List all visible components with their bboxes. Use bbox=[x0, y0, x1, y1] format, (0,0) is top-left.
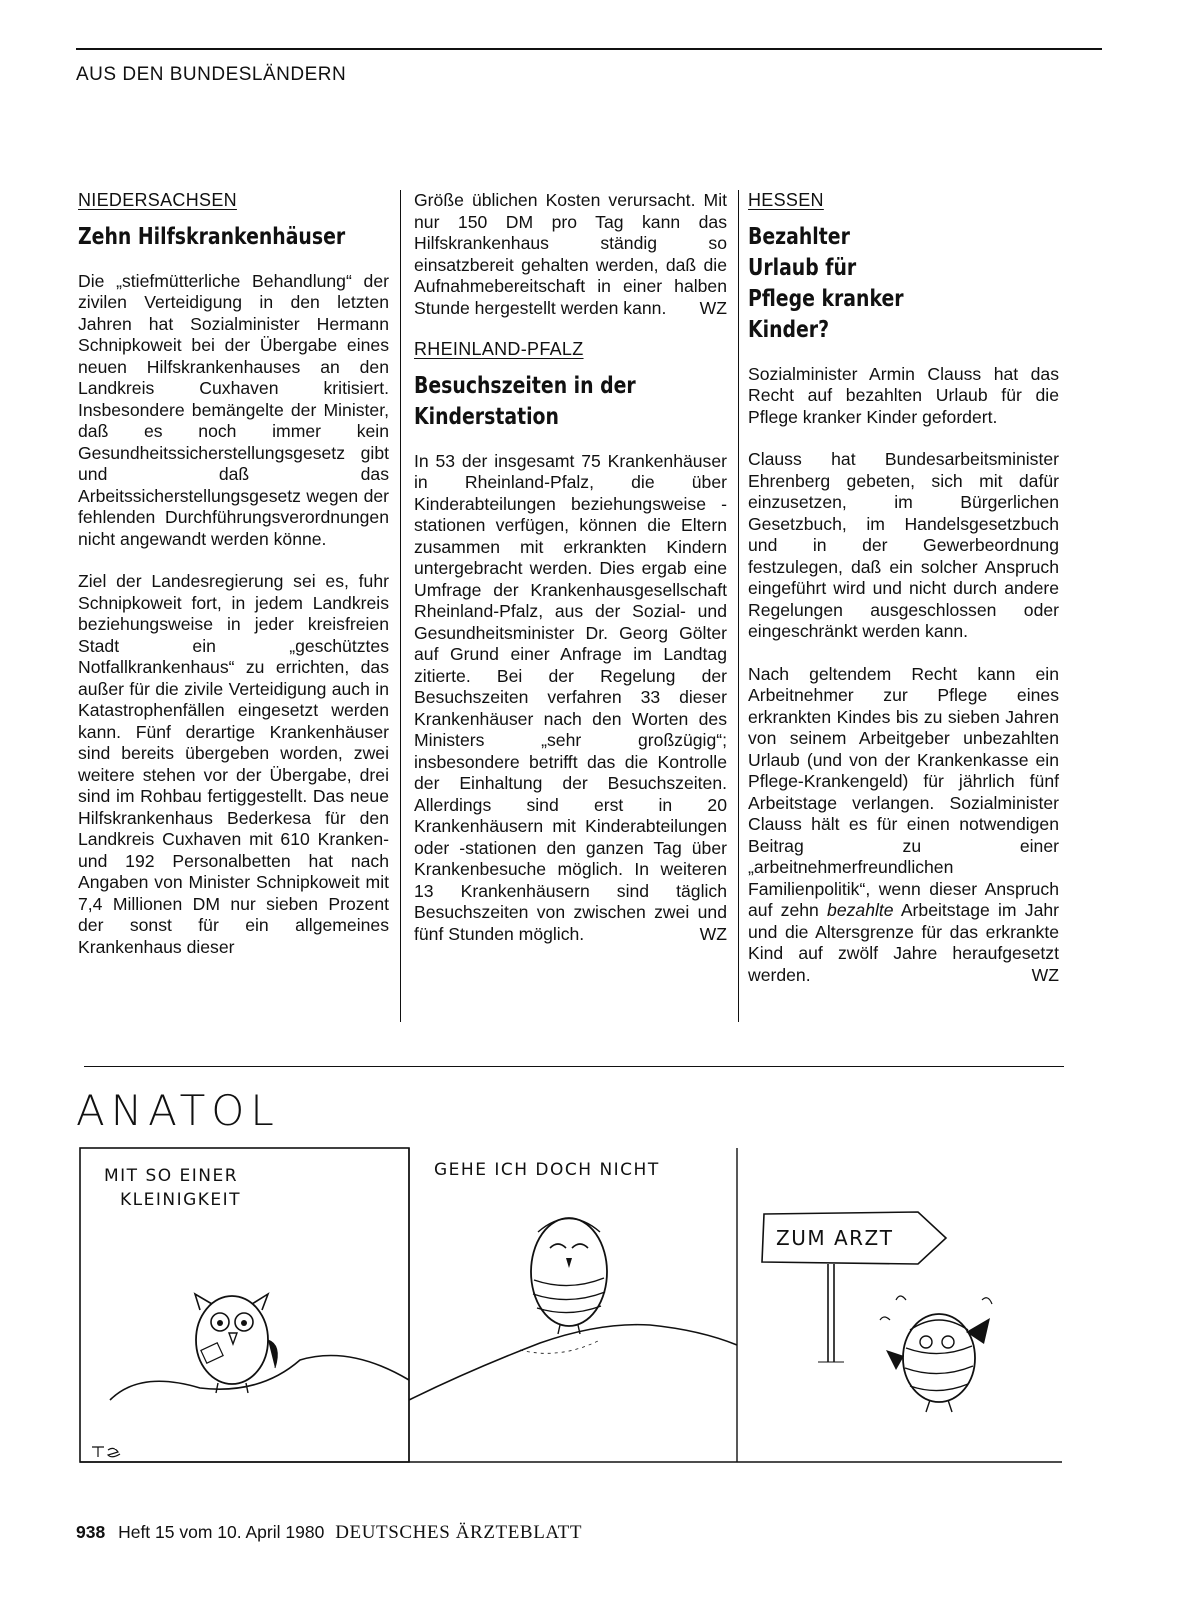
page-number: 938 bbox=[76, 1522, 106, 1542]
page-footer bbox=[76, 1522, 582, 1544]
comic-speech-1: MIT SO EINER KLEINIGKEIT bbox=[104, 1166, 242, 1210]
author-signature: WZ bbox=[699, 923, 727, 944]
sign-text: ZUM ARZT bbox=[776, 1226, 894, 1250]
continuation-text: Größe üblichen Kosten verursacht. Mit nur 150 DM pro Tag kann das Hilfskrankenhaus ständig so einsatzbereit gehalten werden, daß die Aufnahmebereitschaft in einer halben Stunde hergestellt werden kann. bbox=[414, 190, 727, 318]
section-header: AUS DEN BUNDESLÄNDERN bbox=[76, 64, 347, 85]
owl-running-icon bbox=[880, 1296, 992, 1412]
comic-speech-2: GEHE ICH DOCH NICHT bbox=[434, 1160, 660, 1180]
author-signature: WZ bbox=[1031, 964, 1059, 985]
article-headline: Bezahlter Urlaub für Pflege kranker Kinder? bbox=[748, 223, 904, 343]
hill-line bbox=[110, 1356, 409, 1401]
region-label: NIEDERSACHSEN bbox=[78, 190, 237, 210]
issue-info: Heft 15 vom 10. April 1980 bbox=[118, 1522, 325, 1542]
article-headline: Besuchszeiten in der Kinderstation bbox=[414, 372, 636, 430]
owl-bandaged-icon bbox=[195, 1294, 277, 1393]
artist-signature: TeL bbox=[112, 1440, 130, 1452]
article-paragraph: Clauss hat Bundesarbeitsminister Ehrenberg gebeten, sich mit dafür einzusetzen, im Bürgerlichen Gesetzbuch, im Handelsgesetzbuch und in der Gewerbeordnung festzulegen, daß ein solcher Anspruch eingeführt wird und nicht durch andere Regelungen ausgeschlossen oder eingeschränkt werden kann. bbox=[748, 449, 1059, 641]
region-label: HESSEN bbox=[748, 190, 824, 210]
owl-wrapped-icon bbox=[531, 1218, 607, 1334]
journal-name: DEUTSCHES ÄRZTEBLATT bbox=[335, 1522, 583, 1543]
article-paragraph: Nach geltendem Recht kann ein Arbeitnehmer zur Pflege eines erkrankten Kindes bis zu sieben Jahren von seinem Arbeitgeber unbezahlten Urlaub (und von der Krankenkasse ein Pflege-Krankengeld) für jährlich fünf Arbeitstage verlangen. Sozialminister Clauss hält es für einen notwendigen Beitrag zu einer „arbeitnehmerfreundlichen Familienpolitik“, wenn dieser Anspruch auf zehn bezahlte Arbeitstage im Jahr und die Altersgrenze für das erkrankte Kind auf zwölf Jahre heraufgesetzt werden. WZ bbox=[748, 663, 1060, 985]
comic-title: ANATOL bbox=[76, 1086, 280, 1135]
article-headline: Zehn Hilfskrankenhäuser bbox=[78, 223, 346, 250]
article-paragraph: Sozialminister Armin Clauss hat das Recht auf bezahlten Urlaub für die Pflege kranker Kinder gefordert. bbox=[748, 363, 1059, 427]
hill-line bbox=[409, 1325, 737, 1400]
article-paragraph: Ziel der Landesregierung sei es, fuhr Schnipkoweit fort, in jedem Landkreis beziehungsweise in jeder kreisfreien Stadt ein „geschütztes Notfallkrankenhaus“ zu errichten, das außer für die zivile Verteidigung auch in Katastrophenfällen eingesetzt werden kann. Fünf derartige Krankenhäuser sind bereits übergeben worden, zwei weitere stehen vor der Übergabe, drei sind im Rohbau fertiggestellt. Das neue Hilfskrankenhaus Bederkesa für den Landkreis Cuxhaven mit 610 Kranken- und 192 Personalbetten hat nach Angaben von Minister Schnipkoweit mit 7,4 Millionen DM nur sieben Prozent der sonst für ein allgemeines Krankenhaus dieser bbox=[78, 571, 389, 957]
author-signature: WZ bbox=[699, 297, 727, 318]
article-paragraph: Die „stiefmütterliche Behandlung“ der zivilen Verteidigung in den letzten Jahren hat Sozialminister Hermann Schnipkoweit bei der Übergabe eines neuen Hilfskrankenhauses an den Landkreis Cuxhaven kritisiert. Insbesondere bemängelte der Minister, daß es noch immer kein Gesundheitssicherstellungsgesetz gibt und daß das Arbeitssicherstellungsgesetz wegen der fehlenden Durchführungsverordnungen nicht angewandt werden könne. bbox=[78, 270, 389, 549]
region-label: RHEINLAND-PFALZ bbox=[414, 339, 584, 359]
article-paragraph: In 53 der insgesamt 75 Krankenhäuser in Rheinland-Pfalz, die über Kinderabteilungen beziehungsweise -stationen verfügen, können die Eltern zusammen mit erkrankten Kindern untergebracht werden. Dies ergab eine Umfrage der Krankenhausgesellschaft Rheinland-Pfalz, aus der Sozial- und Gesundheitsminister Dr. Georg Gölter auf Grund einer Anfrage im Landtag zitierte. Bei der Regelung der Besuchszeiten verfahren 33 dieser Krankenhäuser nach den Worten des Ministers „sehr großzügig“; insbesondere betrifft das die Kontrolle der Einhaltung der Besuchszeiten. Allerdings sind erst in 20 Krankenhäusern mit Kinderabteilungen oder -stationen den ganzen Tag über Krankenbesuche möglich. In weiteren 13 Krankenhäusern sind täglich Besuchszeiten von zwischen zwei und fünf Stunden möglich. WZ bbox=[414, 450, 727, 944]
